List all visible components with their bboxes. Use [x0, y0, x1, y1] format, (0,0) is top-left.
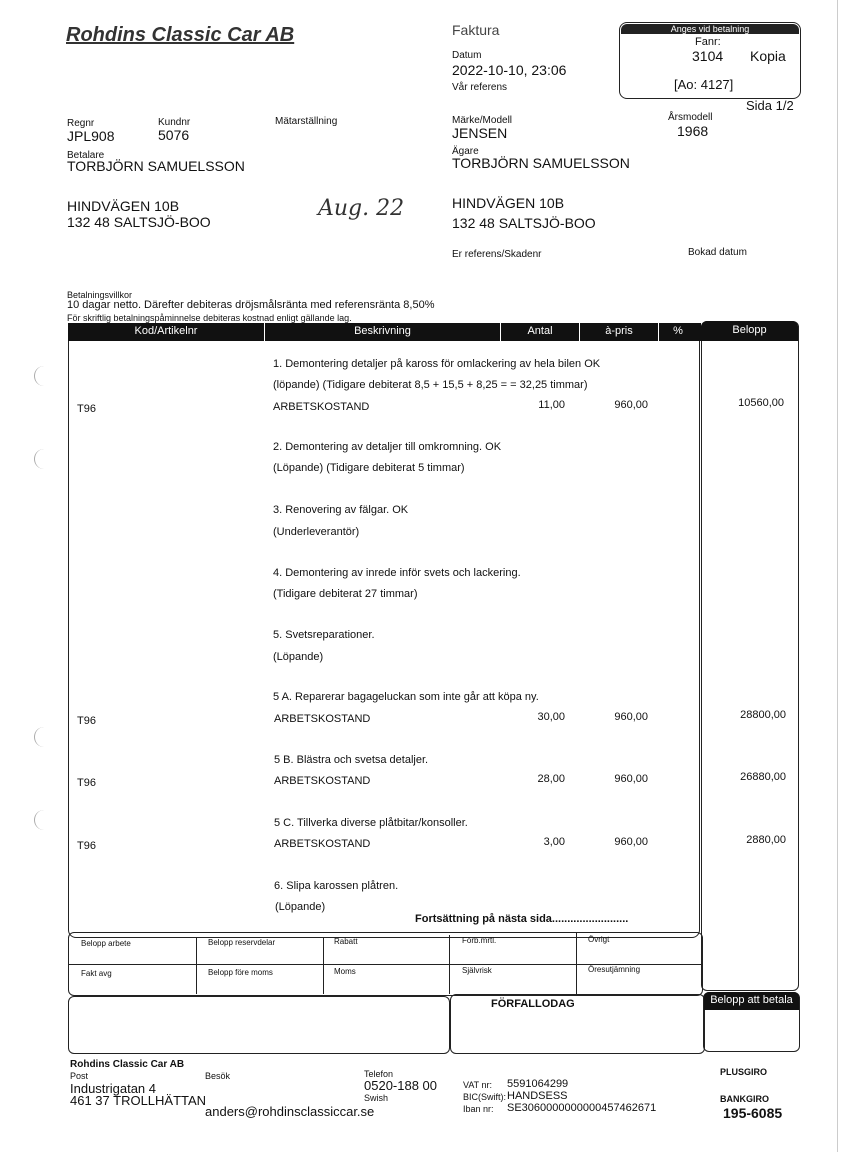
er-referens-label: Er referens/Skadenr: [452, 249, 542, 260]
line-apris: 960,00: [614, 836, 648, 848]
footer-besok-label: Besök: [205, 1071, 231, 1081]
footer-telefon-label: Telefon: [364, 1069, 394, 1079]
payer-name: TORBJÖRN SAMUELSSON: [67, 158, 245, 174]
header-apris: à-pris: [605, 325, 633, 337]
bic-label: BIC(Swift):: [463, 1092, 507, 1102]
agare-label: Ägare: [452, 146, 479, 157]
footer-telefon-value: 0520-188 00: [364, 1078, 438, 1093]
line-text: 4. Demontering av inrede inför svets och lackering.: [273, 567, 521, 579]
line-antal: 28,00: [537, 773, 565, 785]
line-antal: 11,00: [538, 399, 565, 411]
plusgiro-label: PLUSGIRO: [720, 1067, 768, 1077]
bic-value: HANDSESS: [507, 1090, 568, 1102]
footer-street: Industrigatan 4: [70, 1081, 157, 1096]
ao-number: [Ao: 4127]: [674, 77, 734, 92]
owner-name: TORBJÖRN SAMUELSSON: [452, 155, 630, 171]
summary-col-divider: [323, 937, 324, 994]
fakt-avg-label: Fakt avg: [81, 969, 112, 978]
sjalvrisk-label: Självrisk: [462, 966, 492, 975]
line-antal: 3,00: [543, 836, 565, 848]
iban-label: Iban nr:: [463, 1104, 494, 1114]
belopp-column: [701, 321, 799, 991]
line-apris: 960,00: [614, 399, 648, 411]
line-belopp: 10560,00: [738, 397, 784, 409]
rabatt-label: Rabatt: [334, 937, 358, 946]
datum-value: 2022-10-10, 23:06: [452, 62, 567, 78]
terms-reminder: För skriftlig betalningspåminnelse debiteras kostnad enligt gällande lag.: [67, 313, 352, 323]
betalare-label: Betalare: [67, 150, 105, 161]
line-text: (Löpande) (Tidigare debiterat 5 timmar): [273, 462, 465, 474]
line-text: (Tidigare debiterat 27 timmar): [273, 588, 418, 600]
summary-col-divider: [196, 937, 197, 994]
line-text: 5 A. Reparerar bagageluckan som inte går att köpa ny.: [273, 691, 539, 703]
header-belopp: Belopp: [732, 324, 767, 336]
line-text: 3. Renovering av fälgar. OK: [273, 504, 409, 516]
vat-label: VAT nr:: [463, 1080, 493, 1090]
line-code: T96: [77, 715, 96, 727]
line-text: 1. Demontering detaljer på kaross för omlackering av hela bilen OK: [273, 358, 601, 370]
bankgiro-value: 195-6085: [723, 1105, 783, 1121]
line-text: 6. Slipa karossen plåtren.: [274, 880, 399, 892]
line-text: (Löpande): [273, 651, 324, 663]
footer-city: 461 37 TROLLHÄTTAN: [70, 1093, 207, 1108]
line-text: (löpande) (Tidigare debiterat 8,5 + 15,5 + 8,25 = = 32,25 timmar): [273, 379, 588, 391]
payer-city: 132 48 SALTSJÖ-BOO: [67, 214, 211, 230]
line-code: T96: [77, 840, 96, 852]
owner-street: HINDVÄGEN 10B: [452, 195, 565, 211]
summary-col-divider: [576, 933, 577, 994]
continuation-note: Fortsättning på nästa sida.........................: [415, 913, 629, 925]
line-text: ARBETSKOSTAND: [273, 401, 370, 413]
punch-hole: [34, 727, 45, 747]
marke-value: JENSEN: [452, 125, 508, 141]
header-antal: Antal: [527, 325, 553, 337]
line-text: ARBETSKOSTAND: [274, 838, 371, 850]
line-apris: 960,00: [614, 711, 648, 723]
belopp-arbete-label: Belopp arbete: [81, 939, 131, 948]
belopp-fore-moms-label: Belopp före moms: [208, 968, 273, 977]
marke-label: Märke/Modell: [452, 115, 513, 126]
kundnr-label: Kundnr: [158, 117, 191, 128]
line-text: (Löpande): [275, 901, 326, 913]
line-text: 5. Svetsreparationer.: [273, 629, 375, 641]
handwritten-note: Aug. 22: [318, 196, 405, 221]
line-text: ARBETSKOSTAND: [274, 713, 371, 725]
ovrigt-label: Övrigt: [588, 935, 610, 944]
datum-label: Datum: [452, 50, 482, 61]
footer-email: anders@rohdinsclassiccar.se: [205, 1104, 375, 1119]
footer-company: Rohdins Classic Car AB: [70, 1059, 185, 1070]
regnr-label: Regnr: [67, 118, 95, 129]
regnr-value: JPL908: [67, 128, 115, 144]
line-belopp: 26880,00: [740, 771, 786, 783]
line-text: (Underleverantör): [273, 526, 360, 538]
bokad-datum-label: Bokad datum: [688, 247, 747, 258]
line-antal: 30,00: [537, 711, 565, 723]
bankgiro-label: BANKGIRO: [720, 1094, 769, 1104]
forfallodag-box: [450, 994, 705, 1054]
notes-box: [68, 996, 450, 1054]
fanr-label: Fanr:: [695, 36, 721, 48]
forb-mrtl-label: Förb.mrtl.: [462, 936, 497, 945]
var-ref-label: Vår referens: [452, 82, 508, 93]
moms-label: Moms: [334, 967, 356, 976]
payment-box-title: Anges vid betalning: [670, 24, 750, 34]
kopia-label: Kopia: [750, 48, 786, 64]
fanr-value: 3104: [692, 48, 724, 64]
header-kod: Kod/Artikelnr: [134, 325, 198, 337]
header-beskrivning: Beskrivning: [354, 325, 411, 337]
punch-hole: [34, 810, 45, 830]
page-number: Sida 1/2: [746, 98, 794, 113]
terms-text: 10 dagar netto. Därefter debiteras dröjsmålsränta med referensränta 8,50%: [67, 299, 435, 311]
summary-col-divider: [449, 935, 450, 994]
line-text: 2. Demontering av detaljer till omkromning. OK: [273, 441, 502, 453]
vat-value: 5591064299: [507, 1078, 569, 1090]
line-belopp: 2880,00: [746, 834, 786, 846]
footer-post-label: Post: [70, 1071, 89, 1081]
line-text: 5 C. Tillverka diverse plåtbitar/konsoller.: [274, 817, 468, 829]
line-code: T96: [77, 777, 96, 789]
payer-street: HINDVÄGEN 10B: [67, 198, 180, 214]
invoice-title: Faktura: [452, 22, 500, 38]
forfallodag-label: FÖRFALLODAG: [491, 998, 575, 1010]
terms-label: Betalningsvillkor: [67, 290, 133, 300]
arsmodell-value: 1968: [677, 123, 709, 139]
footer-swish-label: Swish: [364, 1093, 389, 1103]
line-belopp: 28800,00: [740, 709, 786, 721]
company-logo: Rohdins Classic Car AB: [66, 24, 295, 46]
punch-hole: [34, 449, 45, 469]
matarstallning-label: Mätarställning: [275, 116, 338, 127]
owner-city: 132 48 SALTSJÖ-BOO: [452, 215, 596, 231]
punch-hole: [34, 366, 45, 386]
oresutjamning-label: Öresutjämning: [588, 965, 641, 974]
arsmodell-label: Årsmodell: [668, 112, 713, 123]
belopp-att-betala-label: Belopp att betala: [710, 994, 793, 1006]
line-code: T96: [77, 403, 96, 415]
iban-value: SE3060000000000457462671: [507, 1102, 657, 1114]
kundnr-value: 5076: [158, 127, 190, 143]
header-pct: %: [673, 325, 683, 337]
line-text: ARBETSKOSTAND: [274, 775, 371, 787]
line-text: 5 B. Blästra och svetsa detaljer.: [274, 754, 429, 766]
scan-edge: [837, 0, 838, 1152]
belopp-reservdelar-label: Belopp reservdelar: [208, 938, 276, 947]
line-apris: 960,00: [614, 773, 648, 785]
